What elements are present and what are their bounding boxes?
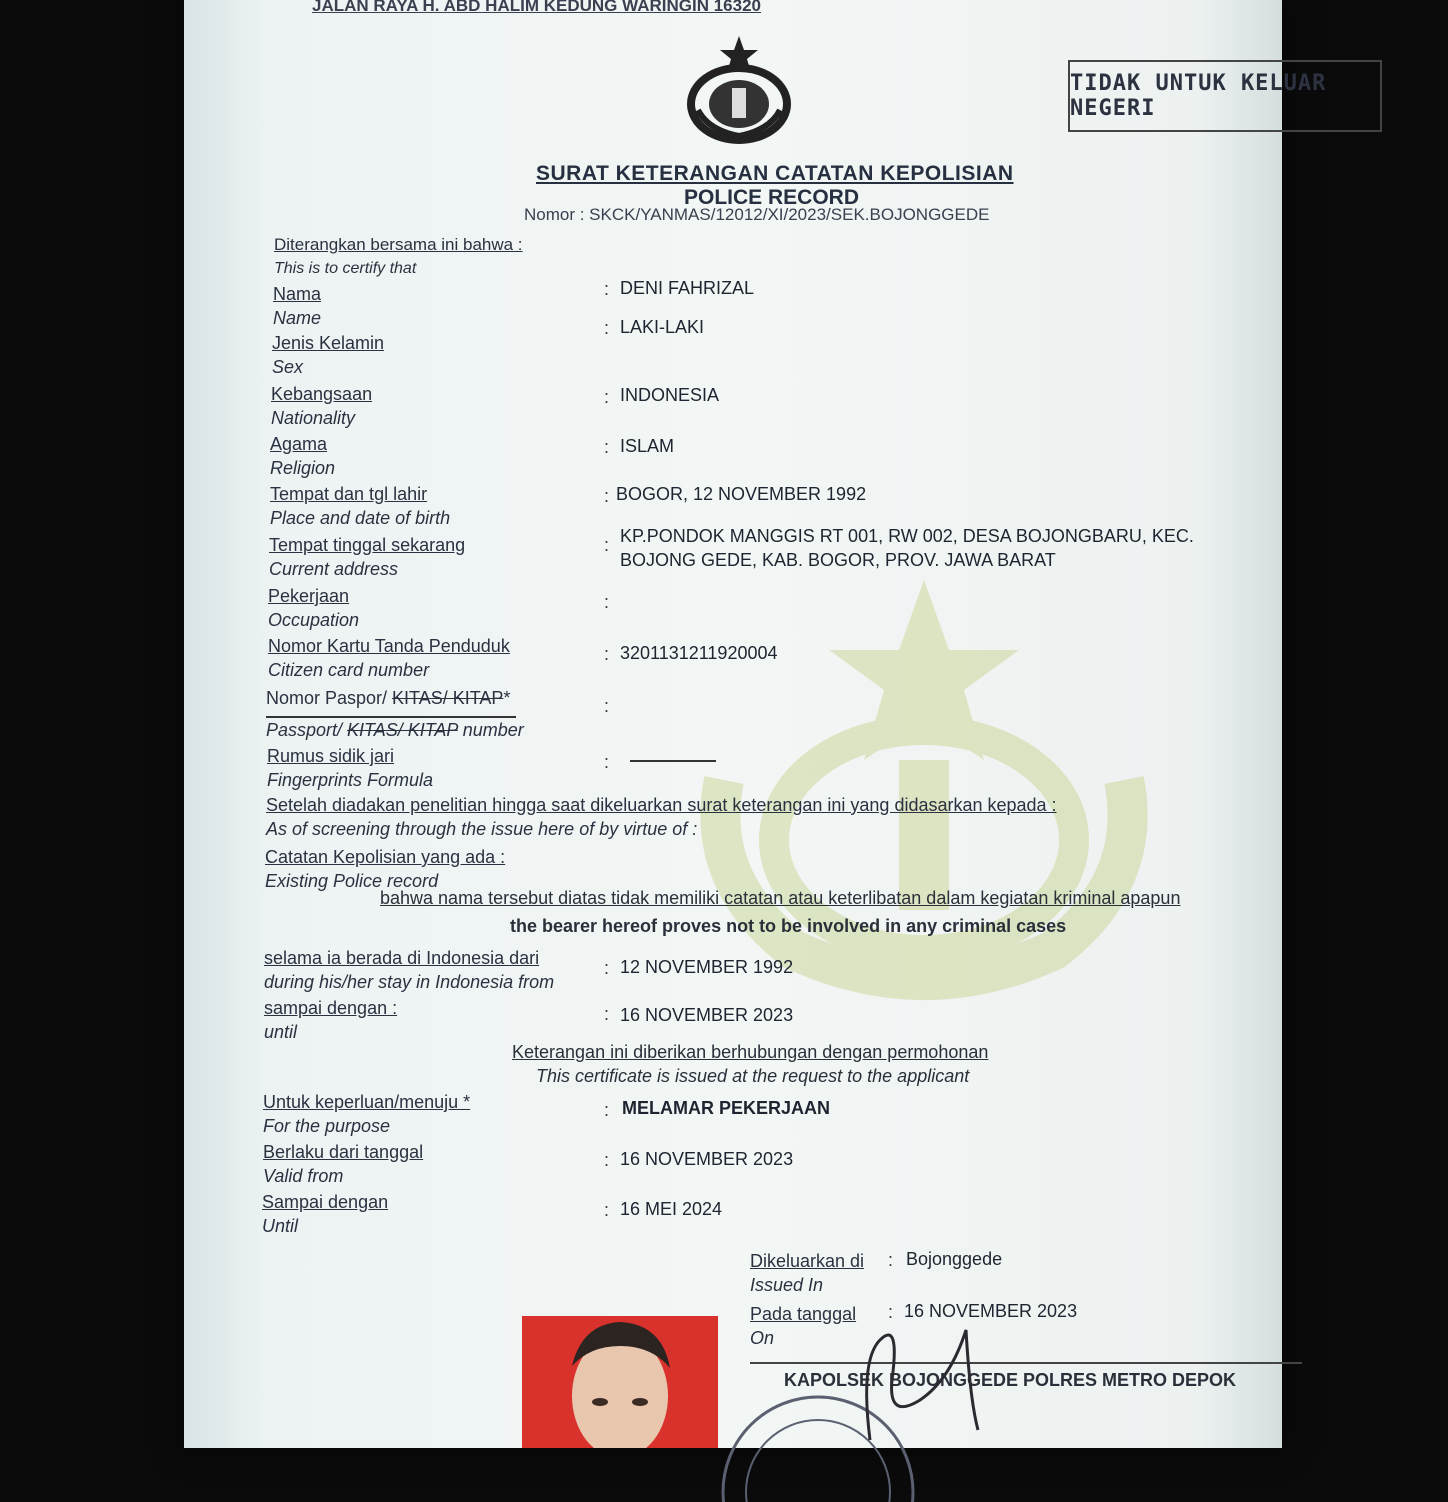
stay-until-label: sampai dengan : until <box>264 998 398 1042</box>
field-birth-label: Tempat dan tgl lahir Place and date of birth <box>270 484 451 528</box>
screening-text: Setelah diadakan penelitian hingga saat dikeluarkan surat keterangan ini yang didasarkan kepada : As of screening through the issue here of by virtue of : <box>266 795 1057 839</box>
field-nationality-label: Kebangsaan Nationality <box>271 384 373 428</box>
header-address: JALAN RAYA H. ABD HALIM KEDUNG WARINGIN 16320 <box>312 0 761 15</box>
field-name-value: DENI FAHRIZAL <box>620 278 755 298</box>
watermark-emblem-icon <box>664 560 1184 1010</box>
field-id-card-label: Nomor Kartu Tanda Penduduk Citizen card number <box>268 636 510 680</box>
field-occupation-label: Pekerjaan Occupation <box>268 586 360 630</box>
stay-until-value: 16 NOVEMBER 2023 <box>620 1005 794 1025</box>
field-passport-label: Nomor Paspor/ KITAS/ KITAP* Passport/ KITAS/ KITAP number <box>266 688 524 740</box>
document-number: Nomor : SKCK/YANMAS/12012/XI/2023/SEK.BOJONGGEDE <box>524 205 990 224</box>
record-statement-en: the bearer hereof proves not to be involved in any criminal cases <box>510 916 1067 936</box>
field-fingerprint-label: Rumus sidik jari Fingerprints Formula <box>267 746 434 790</box>
document-subtitle: POLICE RECORD <box>684 186 860 209</box>
field-religion-label: Agama Religion <box>270 434 336 478</box>
issued-on-value: 16 NOVEMBER 2023 <box>904 1301 1078 1321</box>
field-nationality-value: INDONESIA <box>620 385 720 405</box>
police-emblem-icon <box>678 32 800 144</box>
valid-until-label: Sampai dengan Until <box>262 1192 389 1236</box>
field-address-label: Tempat tinggal sekarang Current address <box>269 535 466 579</box>
issued-on-label: Pada tanggal On <box>750 1304 857 1348</box>
stay-from-value: 12 NOVEMBER 1992 <box>620 957 794 977</box>
field-id-card-value: 3201131211920004 <box>620 643 778 663</box>
fingerprint-blank-line <box>630 760 716 762</box>
applicant-photo <box>522 1316 718 1448</box>
issued-at-label: Dikeluarkan di Issued In <box>750 1251 865 1295</box>
field-address-value-line2: BOJONG GEDE, KAB. BOGOR, PROV. JAWA BARAT <box>620 550 1056 570</box>
valid-from-value: 16 NOVEMBER 2023 <box>620 1149 794 1169</box>
valid-from-label: Berlaku dari tanggal Valid from <box>263 1142 424 1186</box>
signature-icon <box>840 1320 1040 1448</box>
field-address-value: KP.PONDOK MANGGIS RT 001, RW 002, DESA BOJONGBARU, KEC. <box>620 526 1194 546</box>
field-sex-label: Jenis Kelamin Sex <box>272 333 385 377</box>
field-religion-value: ISLAM <box>620 436 675 456</box>
purpose-value: MELAMAR PEKERJAAN <box>622 1098 831 1118</box>
issued-at-value: Bojonggede <box>906 1249 1003 1269</box>
document-page: JALAN RAYA H. ABD HALIM KEDUNG WARINGIN 16320 TIDAK UNTUK KELUAR NEGERI SURAT KETERANGAN CATATAN KEPOLISIAN POLICE RECORD Nomor : SKCK/YANMAS/12012/XI/2023/SEK.BOJONGGEDE Diterangkan bersama ini bahwa : This is to certify that Nama Name : DENI FAHRIZAL Jenis Kelamin Sex : LAKI-LAKI Kebangsaan Nationality : INDONESIA Agama Religion : ISLAM Tempat dan tgl lahir Place and date of birth : BOGOR, 12 NOVEMBER 1992 Tempat tinggal sekarang Current address : KP.PONDOK MANGGIS RT 001, RW 002, DESA BOJONGBARU, KEC. BOJONG GEDE, KAB. BOGOR, PROV. JAWA BARAT Pekerjaan Occupation : Nomor Kartu Tanda Penduduk Citizen card number : 3201131211920004 Nomor Paspor/ KITAS/ KITAP* Passport/ KITAS/ KITAP number : Rumus sidik jari Fingerprints Formula : Setelah diadakan penelitian hingga saat dikeluarkan surat keterangan ini yang didasarkan kepada : As of screening through the issue here of by virtue of : Catatan Kepolisian yang ada : Existing Police record bahwa nama tersebut diatas tidak memiliki catatan atau keterlibatan dalam kegiatan kriminal apapun the bearer hereof proves not to be involved in any criminal cases selama ia berada di Indonesia dari during his/her stay in Indonesia from : 12 NOVEMBER 1992 sampai dengan : until : 16 NOVEMBER 2023 Keterangan ini diberikan berhubungan dengan permohonan This certificate is issued at the request to the applicant Untuk keperluan/menuju * For the purpose : MELAMAR PEKERJAAN Berlaku dari tanggal Valid from : 16 NOVEMBER 2023 Sampai dengan Until : 16 MEI 2024 Dikeluarkan di Issued In : Bojonggede Pada tanggal On : 16 NOVEMBER 2023 KAPOLSEK BOJONGGEDE POLRES METRO DEPOK <box>184 0 1282 1448</box>
intro-label: Diterangkan bersama ini bahwa : This is to certify that <box>274 235 523 277</box>
record-label: Catatan Kepolisian yang ada : Existing Police record <box>265 847 506 891</box>
field-sex-value: LAKI-LAKI <box>620 317 705 337</box>
request-text-id: Keterangan ini diberikan berhubungan dengan permohonan <box>512 1042 989 1062</box>
field-birth-value: BOGOR, 12 NOVEMBER 1992 <box>616 484 867 504</box>
stay-from-label: selama ia berada di Indonesia dari during his/her stay in Indonesia from <box>264 948 555 992</box>
valid-until-value: 16 MEI 2024 <box>620 1199 723 1219</box>
field-name-label: Nama Name <box>273 284 322 328</box>
not-for-abroad-stamp: TIDAK UNTUK KELUAR NEGERI <box>1068 60 1382 132</box>
request-text-en: This certificate is issued at the request to the applicant <box>536 1066 970 1086</box>
record-statement-id: bahwa nama tersebut diatas tidak memiliki catatan atau keterlibatan dalam kegiatan kriminal apapun <box>380 888 1181 908</box>
purpose-label: Untuk keperluan/menuju * For the purpose <box>263 1092 471 1136</box>
signatory-title: KAPOLSEK BOJONGGEDE POLRES METRO DEPOK <box>784 1370 1237 1390</box>
document-title: SURAT KETERANGAN CATATAN KEPOLISIAN <box>536 162 1014 185</box>
